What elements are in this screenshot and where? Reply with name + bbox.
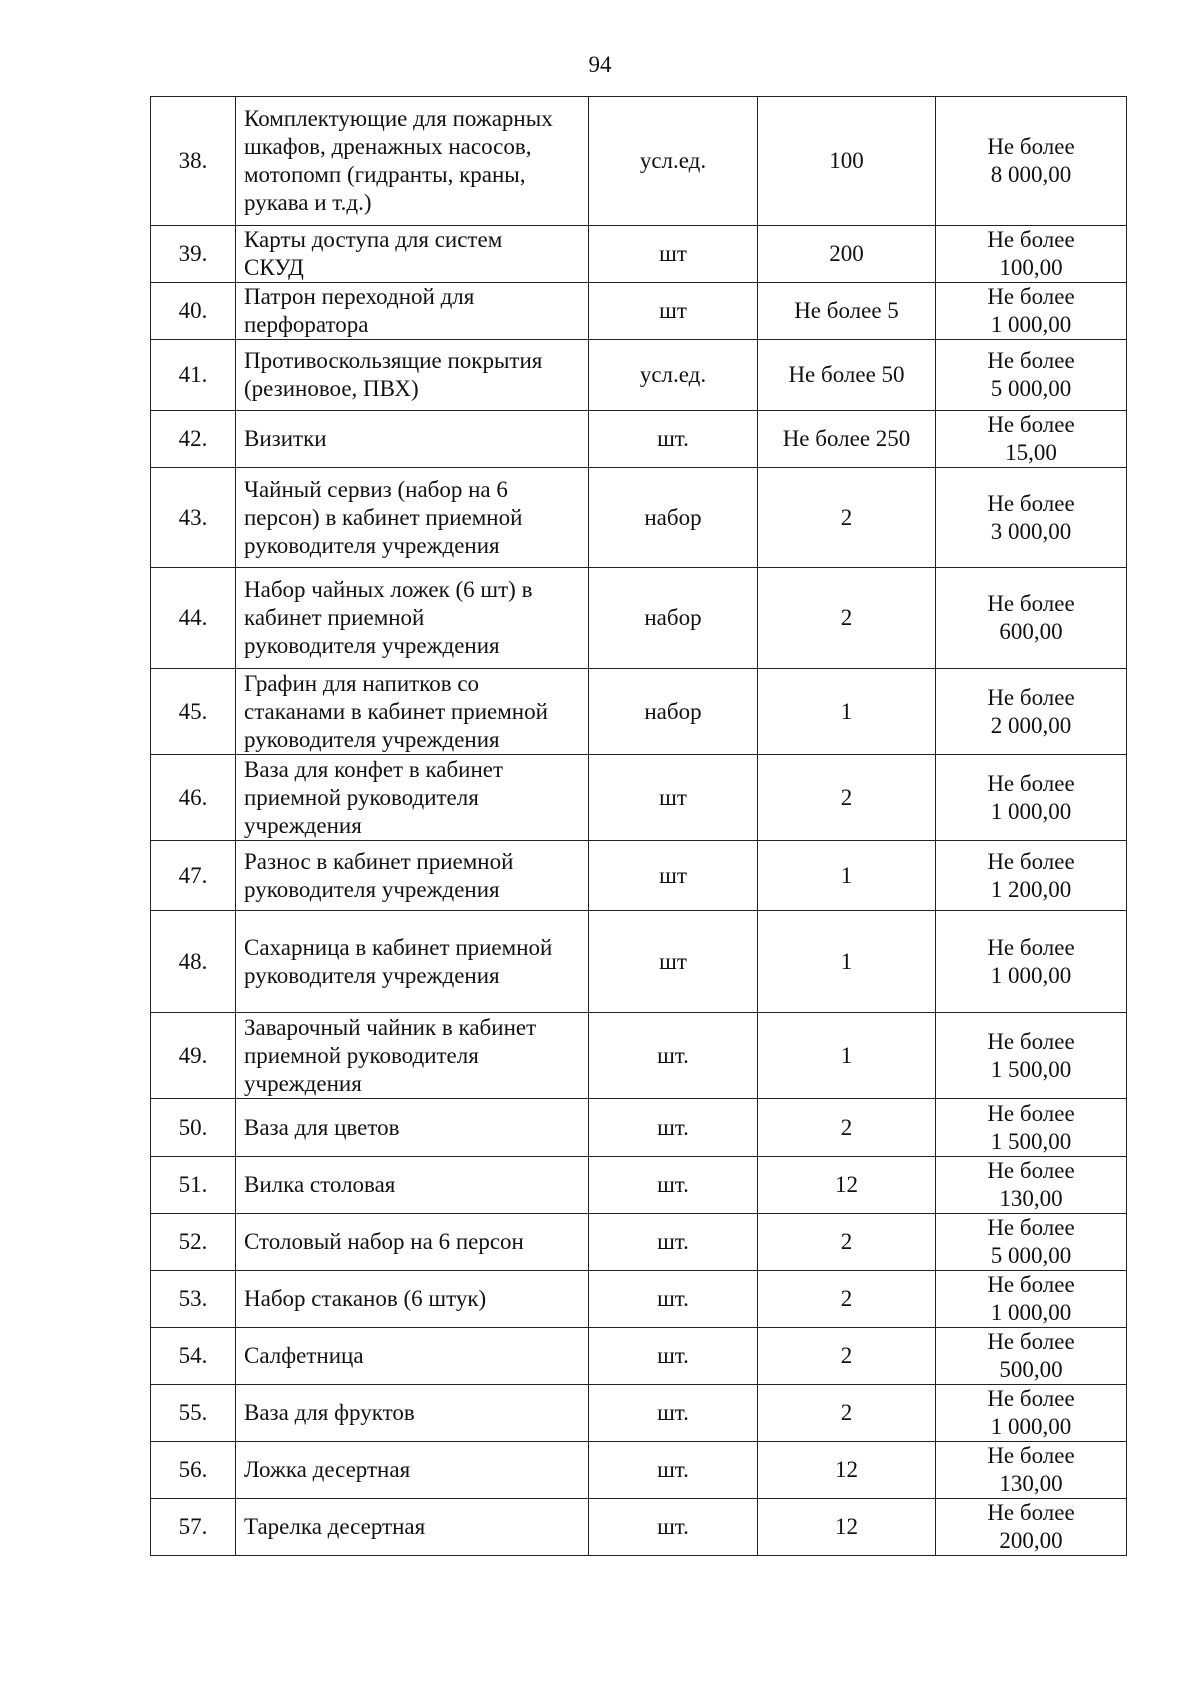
unit-cell: шт. [589,1499,758,1556]
item-name-line: учреждения [244,1070,362,1096]
row-number: 55. [151,1385,236,1442]
item-name-line: Вилка столовая [244,1172,396,1197]
item-name-line: СКУД [244,255,304,280]
item-name-line: приемной руководителя [244,784,479,810]
price-cell [936,97,1127,226]
quantity-cell: 2 [758,1328,936,1385]
price-line: 130,00 [999,1186,1063,1211]
item-name-line: мотопомп (гидранты, краны, [244,162,526,187]
quantity-cell: 2 [758,1214,936,1271]
row-number: 43. [151,468,236,568]
item-name-line: Комплектующие для пожарных [244,106,553,131]
price-cell [936,283,1127,340]
price-line: 1 000,00 [990,962,1072,988]
item-name-cell [236,1442,589,1499]
price-line: Не более [987,1386,1075,1411]
unit-cell: шт [589,911,758,1013]
item-name-cell [236,468,589,568]
price-line: Не более [987,1100,1075,1126]
item-name-cell [236,1328,589,1385]
item-name-line: Визитки [244,426,327,451]
price-cell [936,226,1127,283]
row-number: 47. [151,841,236,911]
item-name-line: Заварочный чайник в кабинет [244,1014,537,1040]
unit-cell: набор [589,669,758,755]
item-name-line: приемной руководителя [244,1042,479,1068]
unit-cell: шт. [589,1385,758,1442]
quantity-cell: Не более 250 [758,411,936,468]
item-name-cell [236,1499,589,1556]
quantity-cell: Не более 5 [758,283,936,340]
price-cell [936,1328,1127,1385]
price-line: 1 000,00 [990,798,1072,824]
table-row [151,755,1127,841]
item-name-cell [236,568,589,669]
quantity-cell: 2 [758,1385,936,1442]
quantity-cell: 100 [758,97,936,226]
table-row [151,1385,1127,1442]
row-number: 46. [151,755,236,841]
price-cell [936,669,1127,755]
item-name-line: рукава и т.д.) [244,190,372,215]
price-line: 500,00 [999,1357,1063,1382]
item-name-line: стаканами в кабинет приемной [244,698,548,724]
item-name-cell [236,97,589,226]
price-cell [936,911,1127,1013]
row-number: 49. [151,1013,236,1099]
row-number: 52. [151,1214,236,1271]
price-line: Не более [987,684,1075,710]
item-name-line: Ваза для фруктов [244,1400,415,1425]
price-line: Не более [987,134,1075,159]
quantity-cell: 1 [758,669,936,755]
item-name-cell [236,911,589,1013]
row-number: 44. [151,568,236,669]
item-name-cell [236,1013,589,1099]
price-line: Не более [987,412,1075,437]
price-cell [936,411,1127,468]
unit-cell: шт [589,841,758,911]
price-cell [936,1442,1127,1499]
row-number: 48. [151,911,236,1013]
price-line: 130,00 [999,1471,1063,1496]
quantity-cell: 2 [758,1271,936,1328]
quantity-cell: Не более 50 [758,340,936,411]
table-row [151,841,1127,911]
unit-cell: усл.ед. [589,340,758,411]
table-row [151,468,1127,568]
price-line: 2 000,00 [990,712,1072,738]
row-number: 51. [151,1157,236,1214]
price-line: 3 000,00 [990,518,1072,544]
item-name-line: Графин для напитков со [244,670,480,696]
price-line: Не более [987,591,1075,616]
table-row [151,1271,1127,1328]
price-cell [936,1099,1127,1157]
table-row [151,1099,1127,1157]
table-row [151,1157,1127,1214]
price-cell [936,1157,1127,1214]
item-name-line: Разнос в кабинет приемной [244,848,514,874]
item-name-line: перфоратора [244,312,369,337]
price-line: 15,00 [1005,440,1057,465]
unit-cell: набор [589,568,758,669]
price-line: Не более [987,770,1075,796]
quantity-cell: 1 [758,1013,936,1099]
item-name-line: руководителя учреждения [244,876,500,902]
quantity-cell: 2 [758,1099,936,1157]
quantity-cell: 12 [758,1442,936,1499]
unit-cell: шт. [589,1442,758,1499]
price-line: Не более [987,1500,1075,1525]
price-cell [936,755,1127,841]
price-line: 600,00 [999,619,1063,644]
row-number: 50. [151,1099,236,1157]
quantity-cell: 2 [758,755,936,841]
row-number: 39. [151,226,236,283]
item-name-line: руководителя учреждения [244,633,500,658]
price-line: Не более [987,1329,1075,1354]
price-line: Не более [987,1158,1075,1183]
row-number: 42. [151,411,236,468]
item-name-line: шкафов, дренажных насосов, [244,134,532,159]
unit-cell: шт. [589,1328,758,1385]
item-name-cell [236,1271,589,1328]
item-name-line: Карты доступа для систем [244,227,503,252]
table-row [151,226,1127,283]
price-line: 5 000,00 [990,376,1072,401]
page-number: 94 [588,52,612,77]
price-line: Не более [987,1272,1075,1297]
unit-cell: шт. [589,1214,758,1271]
unit-cell: шт. [589,1013,758,1099]
price-cell [936,340,1127,411]
price-cell [936,841,1127,911]
row-number: 40. [151,283,236,340]
item-name-cell [236,1214,589,1271]
price-line: Не более [987,1443,1075,1468]
unit-cell: шт [589,226,758,283]
item-name-cell [236,1099,589,1157]
item-name-cell [236,841,589,911]
item-name-cell [236,1385,589,1442]
item-name-line: руководителя учреждения [244,726,500,752]
price-line: 1 500,00 [990,1056,1072,1082]
price-cell [936,1214,1127,1271]
item-name-line: руководителя учреждения [244,532,500,558]
price-line: Не более [987,934,1075,960]
item-name-line: Ложка десертная [244,1457,411,1482]
table-row [151,1328,1127,1385]
table-body [151,97,1127,1556]
price-line: 1 500,00 [990,1128,1072,1154]
item-name-cell [236,755,589,841]
item-name-line: кабинет приемной [244,605,425,630]
price-line: 5 000,00 [990,1243,1072,1268]
item-name-line: руководителя учреждения [244,962,500,988]
item-name-line: Столовый набор на 6 персон [244,1229,524,1254]
item-name-line: Тарелка десертная [244,1514,426,1539]
price-line: Не более [987,348,1075,373]
price-line: 1 200,00 [990,876,1072,902]
price-line: Не более [987,1215,1075,1240]
item-name-line: Ваза для конфет в кабинет [244,756,504,782]
item-name-line: (резиновое, ПВХ) [244,376,419,401]
price-line: Не более [987,848,1075,874]
table-row [151,1499,1127,1556]
item-name-line: Сахарница в кабинет приемной [244,934,553,960]
table-row [151,411,1127,468]
item-name-line: Патрон переходной для [244,284,475,309]
item-name-line: Ваза для цветов [244,1114,400,1140]
table-row [151,669,1127,755]
quantity-cell: 1 [758,911,936,1013]
price-cell [936,468,1127,568]
row-number: 54. [151,1328,236,1385]
price-cell [936,568,1127,669]
item-name-cell [236,669,589,755]
unit-cell: усл.ед. [589,97,758,226]
price-cell [936,1385,1127,1442]
price-line: 200,00 [999,1528,1063,1553]
unit-cell: шт. [589,1099,758,1157]
quantity-cell: 12 [758,1157,936,1214]
quantity-cell: 1 [758,841,936,911]
table-row [151,1013,1127,1099]
item-name-line: Набор стаканов (6 штук) [244,1286,487,1311]
row-number: 57. [151,1499,236,1556]
price-line: 8 000,00 [990,162,1072,187]
item-name-line: Салфетница [244,1343,364,1368]
price-line: Не более [987,227,1075,252]
price-line: 1 000,00 [990,1300,1072,1325]
item-name-line: Противоскользящие покрытия [244,348,543,373]
price-line: Не более [987,490,1075,516]
quantity-cell: 12 [758,1499,936,1556]
price-cell [936,1271,1127,1328]
item-name-cell [236,411,589,468]
price-line: 1 000,00 [990,312,1072,337]
row-number: 45. [151,669,236,755]
unit-cell: шт. [589,1271,758,1328]
unit-cell: шт. [589,411,758,468]
item-name-cell [236,226,589,283]
unit-cell: шт. [589,1157,758,1214]
quantity-cell: 2 [758,568,936,669]
unit-cell: набор [589,468,758,568]
row-number: 56. [151,1442,236,1499]
quantity-cell: 200 [758,226,936,283]
item-name-line: Чайный сервиз (набор на 6 [244,476,508,502]
unit-cell: шт [589,755,758,841]
item-name-line: Набор чайных ложек (6 шт) в [244,577,533,602]
item-name-cell [236,1157,589,1214]
price-cell [936,1013,1127,1099]
row-number: 53. [151,1271,236,1328]
price-line: 1 000,00 [990,1414,1072,1439]
table-row [151,911,1127,1013]
table-row [151,1442,1127,1499]
row-number: 41. [151,340,236,411]
price-line: Не более [987,1028,1075,1054]
item-name-line: учреждения [244,812,362,838]
price-line: Не более [987,284,1075,309]
row-number: 38. [151,97,236,226]
unit-cell: шт [589,283,758,340]
price-cell [936,1499,1127,1556]
table-row [151,1214,1127,1271]
table-row [151,568,1127,669]
item-name-line: персон) в кабинет приемной [244,504,523,530]
items-table [150,96,1127,1556]
table-row [151,340,1127,411]
table-row [151,283,1127,340]
price-line: 100,00 [999,255,1063,280]
item-name-cell [236,283,589,340]
table-row [151,97,1127,226]
quantity-cell: 2 [758,468,936,568]
item-name-cell [236,340,589,411]
